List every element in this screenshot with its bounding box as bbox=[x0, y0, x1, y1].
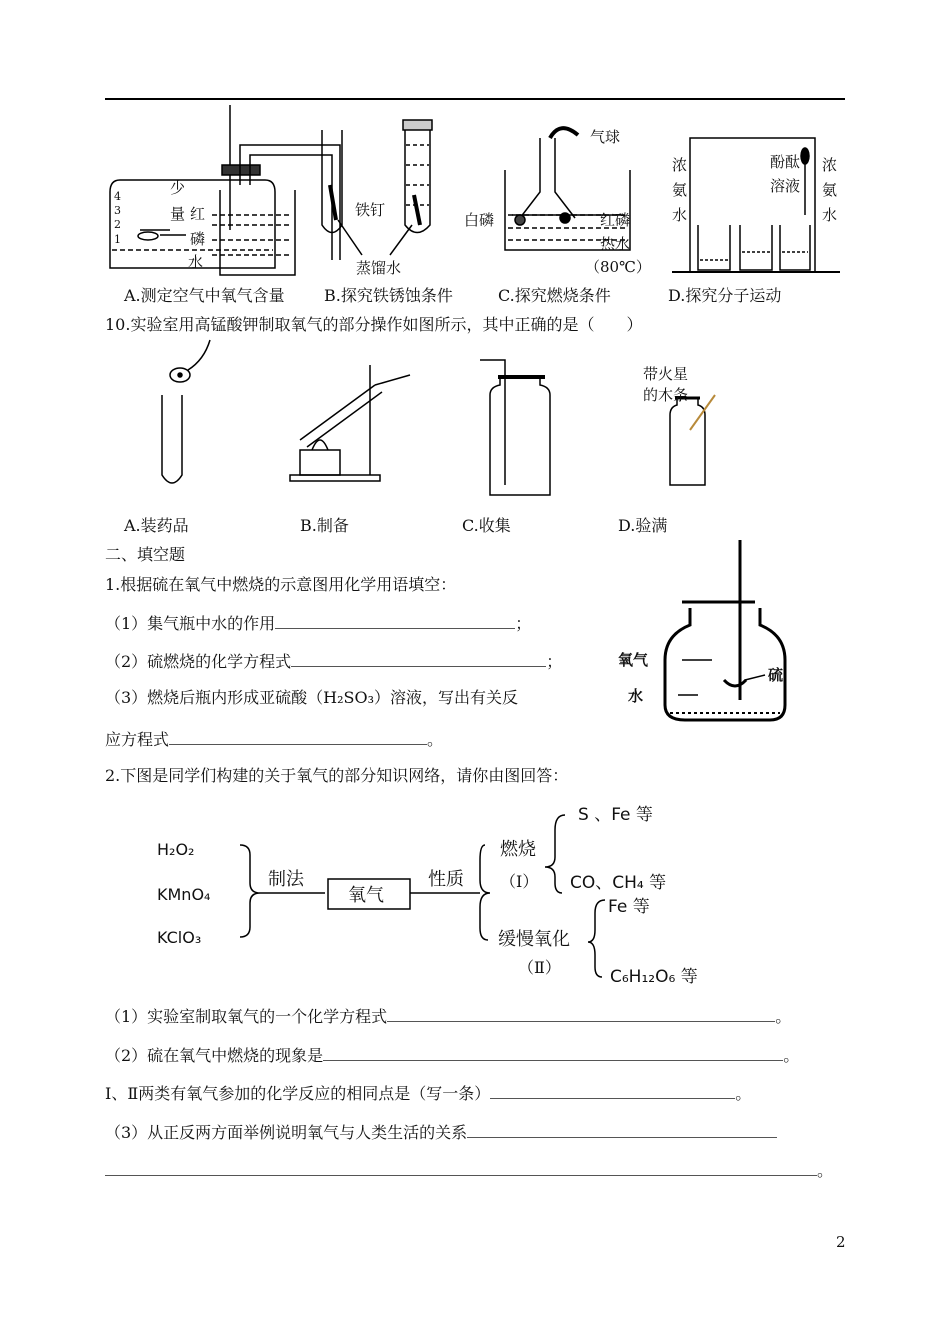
fig-c-temp-label: （80℃） bbox=[585, 258, 651, 276]
fq2-answer-1[interactable] bbox=[387, 1005, 775, 1022]
q10-option-d: D.验满 bbox=[618, 516, 668, 535]
q10-fig-a-tube bbox=[162, 340, 210, 483]
fq1-part-3a: （3）燃烧后瓶内形成亚硫酸（H₂SO₃）溶液，写出有关反 bbox=[105, 688, 519, 707]
fq2-burn-ex1: S 、Fe 等 bbox=[578, 805, 653, 825]
fq1-part-3-label: 应方程式 bbox=[105, 730, 170, 749]
q9-option-d: D.探究分子运动 bbox=[668, 286, 782, 305]
q9-figures bbox=[100, 100, 850, 285]
fq1-part-2 bbox=[105, 650, 562, 672]
fq2-answer-2b[interactable] bbox=[490, 1082, 735, 1099]
section-title: 二、填空题 bbox=[105, 545, 186, 564]
fq2-part-1-label: （1）实验室制取氧气的一个化学方程式 bbox=[105, 1007, 388, 1026]
fig-c-hot-water-label: 热水 bbox=[600, 235, 631, 253]
fig-c-red-p-label: 红磷 bbox=[600, 211, 631, 229]
fq2-part-2b bbox=[105, 1082, 751, 1104]
fig-d-left-2: 氨 bbox=[672, 181, 688, 199]
fq2-part-2 bbox=[105, 1044, 799, 1066]
fig-b-apparatus bbox=[322, 120, 432, 255]
fig-c-balloon-label: 气球 bbox=[590, 128, 621, 146]
fig-a-scale-4: 4 bbox=[114, 190, 121, 203]
fq1-part-2-end: ； bbox=[546, 652, 563, 671]
fq2-answer-2[interactable] bbox=[323, 1044, 783, 1061]
fig-d-left-3: 水 bbox=[672, 206, 688, 224]
fq2-part-3-line2 bbox=[105, 1159, 833, 1181]
fq2-answer-3[interactable] bbox=[467, 1121, 777, 1138]
fig-d-apparatus bbox=[672, 138, 840, 272]
q10-option-b: B.制备 bbox=[300, 516, 349, 535]
fig-a-label-1: 少 bbox=[170, 179, 186, 197]
fq1-jar-figure bbox=[620, 530, 820, 730]
fq2-prep-label: 制法 bbox=[268, 869, 304, 890]
q10-fig-b-setup bbox=[290, 365, 410, 481]
fig-c-white-p-label: 白磷 bbox=[464, 211, 495, 229]
fq1-fig-sulfur: 硫 bbox=[768, 666, 784, 684]
fq2-slow-ex1: Fe 等 bbox=[608, 897, 650, 917]
fq1-part-2-label: （2）硫燃烧的化学方程式 bbox=[105, 652, 292, 671]
q10-stem: 10.实验室用高锰酸钾制取氧气的部分操作如图所示，其中正确的是（ ） bbox=[105, 315, 643, 334]
fq1-answer-3[interactable] bbox=[169, 728, 427, 745]
fq2-part-3 bbox=[105, 1121, 777, 1143]
q9-option-b: B.探究铁锈蚀条件 bbox=[324, 286, 453, 305]
fq2-prop-label: 性质 bbox=[428, 869, 464, 890]
fq2-part-3-label: （3）从正反两方面举例说明氧气与人类生活的关系 bbox=[105, 1123, 468, 1142]
fig-b-water-label: 蒸馏水 bbox=[356, 259, 402, 277]
fq2-reagent-1: H₂O₂ bbox=[157, 840, 195, 859]
q10-option-c: C.收集 bbox=[462, 516, 511, 535]
q10-figures bbox=[150, 335, 750, 505]
fq2-slow-label: 缓慢氧化 bbox=[498, 929, 570, 950]
fq1-part-3b bbox=[105, 728, 443, 750]
fq2-burn-id: （Ⅰ） bbox=[500, 872, 539, 891]
fig-d-phenol-1: 酚酞 bbox=[770, 153, 801, 171]
fq1-stem: 1.根据硫在氧气中燃烧的示意图用化学用语填空： bbox=[105, 575, 457, 594]
fig-a-label-3: 红 bbox=[190, 205, 206, 223]
fig-d-right-1: 浓 bbox=[822, 156, 838, 174]
fig-d-phenol-2: 溶液 bbox=[770, 177, 801, 195]
fq2-burn-ex2: CO、CH₄ 等 bbox=[570, 873, 667, 893]
fig-a-scale-1: 1 bbox=[114, 233, 121, 246]
fq2-slow-ex2: C₆H₁₂O₆ 等 bbox=[610, 967, 698, 987]
q10-fig-d-label-1: 带火星 bbox=[643, 365, 689, 383]
fig-a-scale-3: 3 bbox=[114, 204, 121, 217]
fq2-reagent-2: KMnO₄ bbox=[157, 885, 211, 904]
fig-b-nail-label: 铁钉 bbox=[355, 201, 386, 219]
page-number: 2 bbox=[836, 1233, 846, 1251]
fq2-part-2-label: （2）硫在氧气中燃烧的现象是 bbox=[105, 1046, 324, 1065]
fq2-part-2b-end: 。 bbox=[735, 1084, 752, 1103]
q10-fig-d-label-2: 的木条 bbox=[643, 386, 689, 404]
fq2-burn-label: 燃烧 bbox=[500, 839, 536, 860]
fq2-network bbox=[150, 795, 750, 995]
fig-d-right-2: 氨 bbox=[822, 181, 838, 199]
fq2-part-2b-label: Ⅰ、Ⅱ两类有氧气参加的化学反应的相同点是（写一条） bbox=[105, 1084, 491, 1103]
fig-d-left-1: 浓 bbox=[672, 156, 688, 174]
fq1-fig-water: 水 bbox=[628, 687, 644, 705]
fq1-answer-1[interactable] bbox=[275, 612, 515, 629]
fig-a-apparatus bbox=[110, 105, 340, 275]
q10-fig-d-bottle bbox=[670, 395, 715, 485]
fig-a-label-4: 磷 bbox=[190, 230, 206, 248]
fq2-reagent-3: KClO₃ bbox=[157, 928, 202, 947]
fq1-part-1 bbox=[105, 612, 531, 634]
fig-a-scale-2: 2 bbox=[114, 218, 121, 231]
q9-option-c: C.探究燃烧条件 bbox=[498, 286, 611, 305]
fig-d-right-3: 水 bbox=[822, 206, 838, 224]
fq2-stem: 2.下图是同学们构建的关于氧气的部分知识网络，请你由图回答： bbox=[105, 766, 569, 785]
fig-a-label-2: 量 bbox=[170, 205, 186, 223]
q10-option-a: A.装药品 bbox=[124, 516, 189, 535]
fq2-part-1 bbox=[105, 1005, 791, 1027]
fq2-answer-3b[interactable] bbox=[105, 1159, 817, 1176]
fig-a-label-5: 水 bbox=[188, 253, 204, 271]
q9-option-a: A.测定空气中氧气含量 bbox=[124, 286, 285, 305]
fq2-center-oxygen: 氧气 bbox=[348, 885, 384, 906]
fq1-part-1-end: ； bbox=[515, 614, 532, 633]
fq2-part-3-end: 。 bbox=[817, 1161, 834, 1180]
fq1-part-3-end: 。 bbox=[427, 730, 444, 749]
fq2-part-1-end: 。 bbox=[775, 1007, 792, 1026]
fq2-part-2-end: 。 bbox=[783, 1046, 800, 1065]
fq1-part-1-label: （1）集气瓶中水的作用 bbox=[105, 614, 276, 633]
fq1-answer-2[interactable] bbox=[291, 650, 546, 667]
fq1-fig-oxygen: 氧气 bbox=[618, 651, 649, 669]
q10-fig-c-bottle bbox=[480, 360, 550, 495]
fq2-slow-id: （Ⅱ） bbox=[518, 958, 561, 977]
